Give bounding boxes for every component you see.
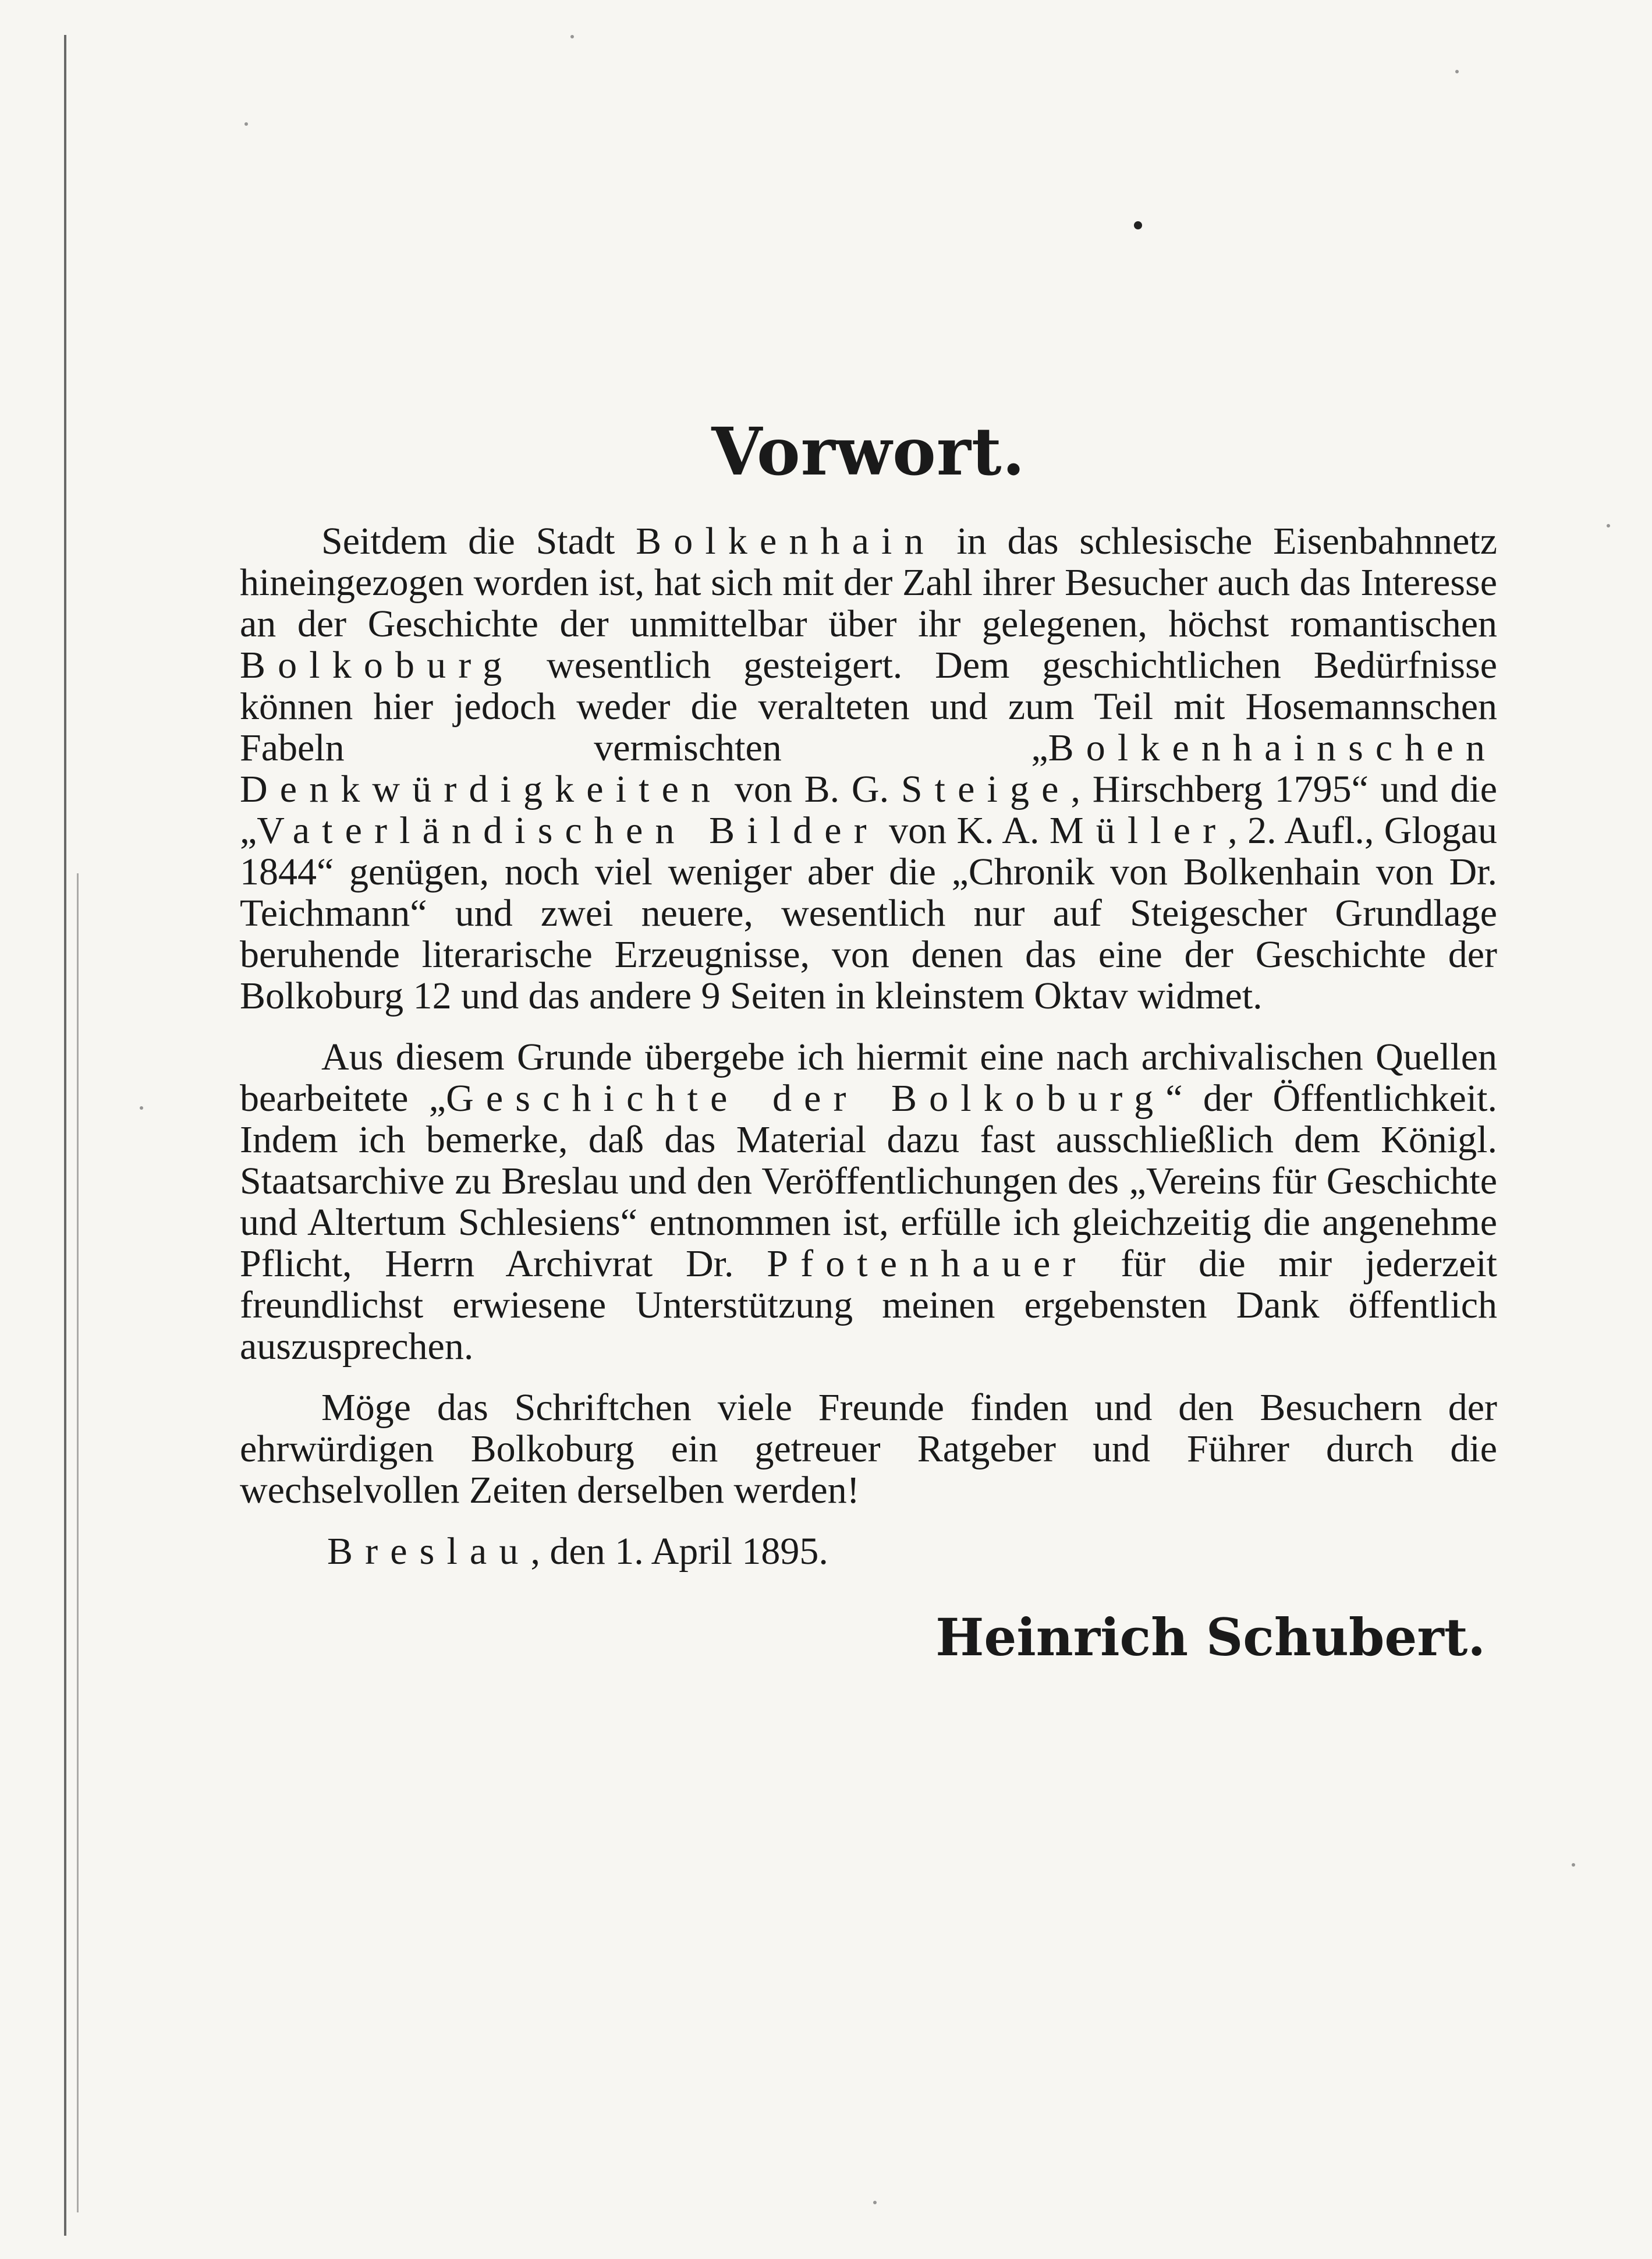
text-run: Aus diesem Grunde übergebe ich hiermit eine nach archivalischen Quellen bearbeitete „ (240, 1036, 1497, 1120)
spaced-name: Vaterländischen Bilder (257, 809, 879, 852)
spaced-name: Bolkenhainschen Denkwürdigkeiten (240, 727, 1497, 811)
paper-speck (1572, 1863, 1575, 1867)
paper-speck (244, 122, 248, 126)
paper-speck (1607, 524, 1610, 527)
ink-dot (1134, 221, 1142, 229)
text-run: , 2. Aufl., Glogau 1844“ genügen, noch viel weniger aber die „Chronik von Bolkenhain von Dr. Teichmann“ und zwei neuere, wesentlich nur auf Steigescher Grundlage beruhende literarische Erzeugnisse, von denen das eine der Geschichte der Bolkoburg 12 und das andere 9 Seiten in kleinstem Oktav widmet. (240, 809, 1497, 1018)
spaced-name: Bolkenhain (636, 520, 936, 563)
paper-speck (1455, 70, 1459, 73)
page-edge-line-inner (77, 873, 79, 2212)
text-run: von K. A. (878, 809, 1050, 852)
spaced-name: Pfotenhauer (767, 1242, 1088, 1286)
paragraph-1 (240, 521, 1497, 1017)
page-edge-line (64, 35, 66, 2236)
paper-speck (140, 1106, 143, 1110)
dateline (240, 1531, 1497, 1572)
paragraph-3 (240, 1387, 1497, 1511)
spaced-name: Bolkoburg (240, 644, 515, 687)
text-run: für die mir jederzeit freundlichst erwiesene Unterstützung meinen ergebensten Dank öffentlich auszusprechen. (240, 1242, 1497, 1368)
spaced-name: Steige (901, 768, 1071, 811)
dateline-date: , den 1. April 1895. (530, 1530, 828, 1573)
text-run: von B. G. (722, 768, 901, 811)
text-run: Seitdem die Stadt (321, 520, 636, 563)
author-signature: Heinrich Schubert. (935, 1607, 1486, 1668)
text-run: , Hirschberg 1795“ und die „ (240, 768, 1498, 852)
paper-speck (570, 35, 574, 38)
text-run: “ der Öffentlichkeit. Indem ich bemerke, daß das Material dazu fast ausschließlich dem Königl. Staatsarchive zu Breslau und den Veröffentlichungen des „Vereins für Geschichte und Altertum Schlesiens“ entnommen ist, erfülle ich gleichzeitig die angenehme Pflicht, Herrn Archivrat Dr. (240, 1077, 1497, 1286)
text-block (240, 373, 1497, 1669)
spaced-name: Müller (1049, 809, 1228, 852)
page-title: Vorwort. (711, 414, 1026, 490)
paragraph-2 (240, 1036, 1497, 1367)
text-run: wesentlich gesteigert. Dem geschichtlichen Bedürfnisse können hier jedoch weder die veralteten und zum Teil mit Hosemannschen Fabeln vermischten „ (240, 644, 1497, 770)
dateline-place: Breslau (327, 1530, 531, 1573)
text-run: Möge das Schriftchen viele Freunde finden und den Besuchern der ehrwürdigen Bolkoburg ein getreuer Ratgeber und Führer durch die wechselvollen Zeiten derselben werden! (240, 1386, 1497, 1512)
text-run: in das schlesische Eisenbahnnetz hineingezogen worden ist, hat sich mit der Zahl ihrer Besucher auch das Interesse an der Geschichte der unmittelbar über ihr gelegenen, höchst romantischen (240, 520, 1497, 646)
paper-speck (873, 2201, 877, 2204)
spaced-name: Geschichte der Bolkoburg (446, 1077, 1166, 1120)
